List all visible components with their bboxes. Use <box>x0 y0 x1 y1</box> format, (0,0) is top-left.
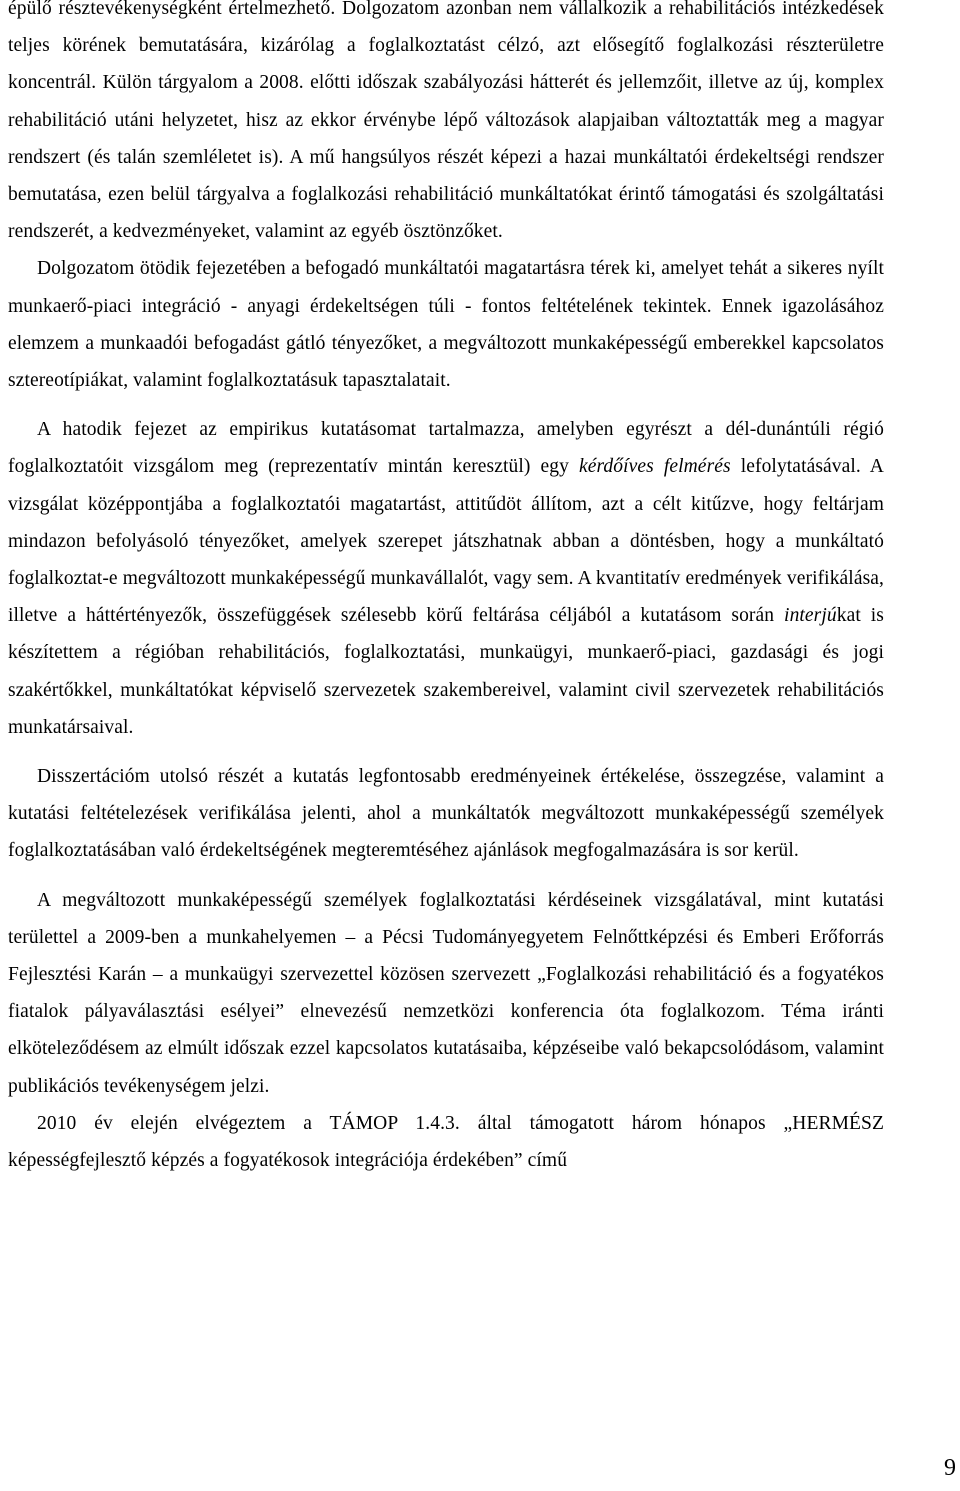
text-run: kat is készítettem a régióban rehabilitációs, foglalkoztatási, munkaügyi, munkaerő-piaci, gazdasági és jogi szakértőkkel, munkáltatókat képviselő szervezetek szakembereivel, valamint civil szervezetek rehabilitációs munkatársaival. <box>8 605 884 738</box>
paragraph-1 <box>8 0 884 250</box>
text-run: A megváltozott munkaképességű személyek foglalkoztatási kérdéseinek vizsgálatával, mint kutatási területtel a 2009-ben a munkahelyemen – a Pécsi Tudományegyetem Felnőttképzési és Emberi Erőforrás Fejlesztési Karán – a munkaügyi szervezettel közösen szervezett „Foglalkozási rehabilitáció és a fogyatékos fiatalok pályaválasztási esélyei” elnevezésű nemzetközi konferencia óta foglalkozom. Téma iránti elköteleződésem az elmúlt időszak ezzel kapcsolatos kutatásaiba, képzéseibe való bekapcsolódásom, valamint publikációs tevékenységem jelzi. <box>8 889 884 1097</box>
paragraph-2 <box>8 250 884 399</box>
paragraph-4 <box>8 758 884 870</box>
text-run: Dolgozatom ötödik fejezetében a befogadó munkáltatói magatartásra térek ki, amelyet tehát a sikeres nyílt munkaerő-piaci integráció - anyagi érdekeltségen túli - fontos feltételének tekintek. Ennek igazolásához elemzem a munkaadói befogadást gátló tényezőket, a megváltozott munkaképességű emberekkel kapcsolatos sztereotípiákat, valamint foglalkoztatásuk tapasztalatait. <box>8 258 884 392</box>
italic-text-run: interjú <box>784 605 837 627</box>
page-number: 9 <box>944 1455 956 1481</box>
text-run: lefolytatásával. A vizsgálat középpontjába a foglalkoztatói magatartást, attitűdöt állítom, azt a célt kitűzve, hogy feltárjam mindazon befolyásoló tényezőket, amelyek szerepet játszhatnak abban a döntésben, hogy a munkáltató foglalkoztat-e megváltozott munkaképességű munkavállalót, vagy sem. A kvantitatív eredmények verifikálása, illetve a háttértényezők, összefüggések szélesebb körű feltárása céljából a kutatásom során <box>8 456 884 627</box>
paragraph-6 <box>8 1105 884 1179</box>
paragraph-5 <box>8 882 884 1105</box>
italic-text-run: kérdőíves felmérés <box>578 456 731 478</box>
text-run: 2010 év elején elvégeztem a TÁMOP 1.4.3. által támogatott három hónapos „HERMÉSZ képességfejlesztő képzés a fogyatékosok integrációja érdekében” című <box>8 1112 884 1172</box>
text-run: épülő résztevékenységként értelmezhető. Dolgozatom azonban nem vállalkozik a rehabilitációs intézkedések teljes körének bemutatására, kizárólag a foglalkoztatást célzó, azt elősegítő foglalkozási részterületre koncentrál. Külön tárgyalom a 2008. előtti időszak szabályozási hátterét és jellemzőit, illetve az új, komplex rehabilitáció utáni helyzetet, hisz az ekkor érvénybe lépő változások alapjaiban változtatták meg a magyar rendszert (és talán szemléletet is). A mű hangsúlyos részét képezi a hazai munkáltatói érdekeltségi rendszer bemutatása, ezen belül tárgyalva a foglalkozási rehabilitáció munkáltatókat érintő támogatási és szolgáltatási rendszerét, a kedvezményeket, valamint az egyéb ösztönzőket. <box>8 0 884 243</box>
paragraph-3 <box>8 411 884 746</box>
document-page <box>8 0 884 1179</box>
text-run: A hatodik fejezet az empirikus kutatásomat tartalmazza, amelyben egyrészt a dél-dunántúli régió foglalkoztatóit vizsgálom meg (reprezentatív mintán keresztül) egy <box>8 419 884 478</box>
text-run: Disszertációm utolsó részét a kutatás legfontosabb eredményeinek értékelése, összegzése, valamint a kutatási feltételezések verifikálása jelenti, ahol a munkáltatók megváltozott munkaképességű személyek foglalkoztatásában való érdekeltségének megteremtéséhez ajánlások megfogalmazására is sor kerül. <box>8 766 884 862</box>
